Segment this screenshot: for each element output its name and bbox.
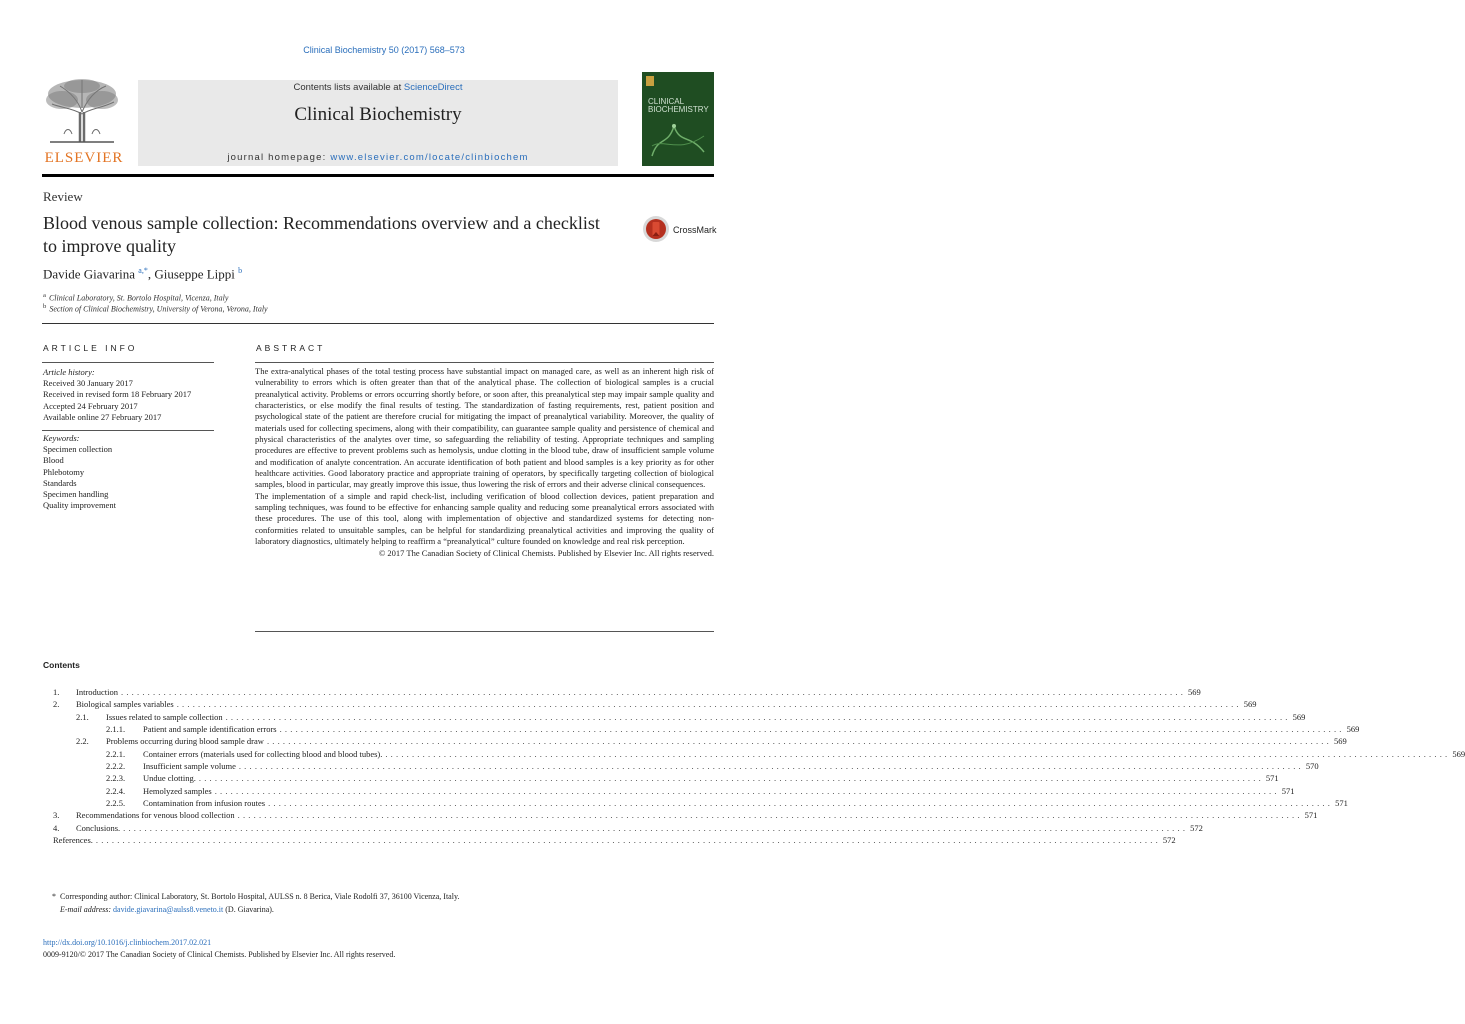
toc-title[interactable]: Hemolyzed samples <box>143 785 215 797</box>
corresponding-author-note <box>52 891 712 904</box>
toc-row[interactable] <box>43 735 1347 747</box>
toc-page: 569 <box>1188 687 1201 697</box>
sciencedirect-link[interactable]: ScienceDirect <box>403 82 463 93</box>
journal-title: Clinical Biochemistry <box>294 104 462 125</box>
issn-copyright: 0009-9120/© 2017 The Canadian Society of Clinical Chemists. Published by Elsevier Inc. All rights reserved. <box>43 950 396 959</box>
keyword: Quality improvement <box>43 500 116 511</box>
toc-row[interactable] <box>43 772 1279 784</box>
keyword: Specimen handling <box>43 489 109 500</box>
toc-row[interactable] <box>43 760 1319 772</box>
footnote <box>52 891 712 916</box>
affiliation-marker: b <box>43 303 47 310</box>
history-item: Available online 27 February 2017 <box>43 411 162 422</box>
toc-leader: ........................................................................................................................................................................................................ <box>95 835 1161 846</box>
toc-page: 569 <box>1292 711 1306 722</box>
corresponding-author-text: Corresponding author: Clinical Laboratory, St. Bortolo Hospital, AULSS n. 8 Berica, Viale Rodolfi 37, 36100 Vicenza, Italy. <box>60 892 460 901</box>
abstract-copyright: © 2017 The Canadian Society of Clinical Chemists. Published by Elsevier Inc. All rights reserved. <box>378 547 714 558</box>
toc-leader: ........................................................................................................................................................................................................ <box>268 798 1334 809</box>
toc-row[interactable] <box>43 723 1360 735</box>
toc-number: 2. <box>53 699 60 710</box>
toc-title[interactable]: Introduction <box>76 686 121 698</box>
keyword: Specimen collection <box>43 444 113 455</box>
toc-number: 2.1. <box>76 711 89 722</box>
email-link[interactable]: davide.giavarina@aulss8.veneto.it <box>113 904 224 914</box>
toc-leader: ........................................................................................................................................................................................................ <box>121 687 1187 697</box>
abstract-rule <box>255 362 714 363</box>
toc-number: 3. <box>53 810 60 821</box>
toc-row[interactable] <box>43 686 1201 698</box>
footnote-marker: * <box>52 892 56 901</box>
toc-number: 2.2.2. <box>106 761 126 772</box>
homepage-link[interactable]: www.elsevier.com/locate/clinbiochem <box>330 152 529 163</box>
journal-reference[interactable]: Clinical Biochemistry 50 (2017) 568–573 <box>303 45 465 55</box>
toc-number: 4. <box>53 822 60 833</box>
toc-title[interactable]: Conclusions. <box>76 822 123 834</box>
author-affiliation-marker-text[interactable]: a, <box>138 266 144 275</box>
toc-page: 572 <box>1190 822 1203 833</box>
toc-page: 571 <box>1281 785 1295 796</box>
history-item: Received 30 January 2017 <box>43 378 133 389</box>
keywords-label: Keywords: <box>43 433 80 443</box>
elsevier-logo[interactable] <box>42 78 126 168</box>
author-name[interactable]: Giuseppe Lippi <box>154 266 235 282</box>
affiliation <box>43 303 268 314</box>
toc-row[interactable] <box>43 822 1203 834</box>
header-rule <box>42 174 714 177</box>
author-separator: , <box>147 266 155 282</box>
toc-page: 569 <box>1346 724 1360 735</box>
toc-title[interactable]: Recommendations for venous blood collection <box>76 809 238 821</box>
toc-title[interactable]: Problems occurring during blood sample draw <box>106 735 267 747</box>
toc-row[interactable] <box>43 797 1348 809</box>
toc-page: 571 <box>1304 810 1318 821</box>
toc-leader: ........................................................................................................................................................................................................ <box>279 724 1345 735</box>
contents-availability <box>138 82 618 93</box>
crossmark-icon <box>642 215 670 243</box>
toc-title[interactable]: Biological samples variables <box>76 698 177 710</box>
article-history <box>43 367 215 423</box>
toc-leader: ........................................................................................................................................................................................................ <box>237 810 1303 821</box>
toc-page: 571 <box>1335 798 1348 809</box>
toc-page: 571 <box>1265 773 1279 784</box>
toc-leader: ........................................................................................................................................................................................................ <box>123 822 1189 833</box>
journal-banner <box>138 80 618 166</box>
doi-link[interactable]: http://dx.doi.org/10.1016/j.clinbiochem.2017.02.021 <box>43 938 212 947</box>
toc-row[interactable] <box>43 834 1176 846</box>
abstract-paragraph: The implementation of a simple and rapid check-list, including verification of blood collection devices, patient preparation and sampling techniques, was found to be effective for enhancing sample quality and reducing some preanalytical errors associated with these procedures. The use of this tool, along with implementation of objective and standardized systems for detecting non-conformities related to unsuitable samples, can be helpful for standardizing preanalytical activities and improving the quality of laboratory diagnostics, ultimately helping to reaffirm a “preanalytical” culture founded on knowledge and real risk perception. <box>255 490 714 547</box>
affiliation-text: Section of Clinical Biochemistry, University of Verona, Verona, Italy <box>49 304 268 314</box>
toc-row[interactable] <box>43 698 1257 710</box>
email-note <box>52 904 712 917</box>
toc-title[interactable]: Insufficient sample volume <box>143 760 239 772</box>
author-affiliation-marker[interactable]: b <box>238 266 243 275</box>
article-type: Review <box>43 189 83 204</box>
toc-number: 2.2.5. <box>106 798 126 809</box>
cover-title <box>648 98 710 114</box>
toc-page: 569 <box>1243 699 1257 710</box>
toc-row[interactable] <box>43 711 1306 723</box>
journal-cover-thumbnail[interactable] <box>642 72 714 166</box>
abstract-rule <box>255 631 714 632</box>
publisher-wordmark: ELSEVIER <box>44 150 124 166</box>
cover-art-icon <box>648 116 708 160</box>
corresponding-marker[interactable]: * <box>143 266 148 275</box>
toc-number: 2.2.1. <box>106 748 126 759</box>
crossmark-label: CrossMark <box>673 225 717 235</box>
elsevier-tree-icon <box>42 78 122 144</box>
toc-title[interactable]: Issues related to sample collection <box>106 711 226 723</box>
cover-top-icon <box>642 72 714 98</box>
affiliation <box>43 292 228 303</box>
toc-row[interactable] <box>43 785 1295 797</box>
history-item: Received in revised form 18 February 2017 <box>43 389 192 400</box>
toc-leader: ........................................................................................................................................................................................................ <box>198 773 1264 784</box>
contents-prefix: Contents lists available at <box>293 82 404 93</box>
toc-leader: ........................................................................................................................................................................................................ <box>238 761 1304 772</box>
journal-header <box>42 72 714 166</box>
article-info-heading: ARTICLE INFO <box>43 343 138 353</box>
toc-leader: ........................................................................................................................................................................................................ <box>266 736 1332 747</box>
article-title: Blood venous sample collection: Recommendations overview and a checklist to improve quality <box>43 213 600 256</box>
toc-title[interactable]: Container errors (materials used for collecting blood and blood tubes). <box>143 748 385 760</box>
cover-title-line1: CLINICAL <box>648 97 685 106</box>
toc-page: 572 <box>1162 835 1176 846</box>
keywords <box>43 433 215 511</box>
toc-row[interactable] <box>43 809 1318 821</box>
author-list <box>43 266 242 282</box>
article-info-rule <box>42 430 214 431</box>
toc-title[interactable]: Contamination from infusion routes <box>143 797 268 809</box>
history-label: Article history: <box>43 367 95 377</box>
toc-number: 2.2.3. <box>106 773 126 784</box>
crossmark-badge[interactable] <box>642 215 722 247</box>
toc-page: 570 <box>1305 761 1319 772</box>
author-affiliation-marker[interactable] <box>138 266 148 275</box>
toc-number: 2.2. <box>76 736 89 747</box>
abstract-paragraph: The extra-analytical phases of the total testing process have substantial impact on managed care, as well as an inherent high risk of vulnerability to errors which is often greater than that of the analytical phase. The collection of biological samples is a crucial preanalytical activity. Problems or errors occurring shortly before, or soon after, this preanalytical step may impair sample quality and characteristics, or else modify the final results of testing. The standardization of fasting requirements, rest, patient position and psychological state of the patient are therefore crucial for mitigating the impact of preanalytical variability. Moreover, the quality of materials used for collecting specimens, along with their compatibility, can guarantee sample quality and persistence of chemical and physical characteristics of the analytes over time, so safeguarding the reliability of testing. Appropriate techniques and sampling procedures are effective to prevent problems such as hemolysis, undue clotting in the blood tube, draw of insufficient sample volume and modification of analyte concentration. An accurate identification of both patient and blood samples is a key priority as for other healthcare activities. Good laboratory practice and appropriate training of operators, by specifically targeting collection of biological samples, blood in particular, may greatly improve this issue, thus lowering the risk of errors and their adverse clinical consequences. <box>255 366 714 490</box>
abstract-heading: ABSTRACT <box>256 343 326 353</box>
section-rule <box>42 323 714 324</box>
toc-page: 569 <box>1452 748 1465 759</box>
email-label: E-mail address: <box>60 904 112 914</box>
toc-number: 2.1.1. <box>106 724 126 735</box>
table-of-contents <box>43 686 1465 846</box>
homepage-prefix: journal homepage: <box>227 152 331 163</box>
toc-title[interactable]: References. <box>53 834 96 846</box>
toc-title[interactable]: Undue clotting. <box>143 772 199 784</box>
toc-number: 1. <box>53 687 60 697</box>
keyword: Phlebotomy <box>43 466 85 477</box>
author-name[interactable]: Davide Giavarina <box>43 266 136 282</box>
toc-page: 569 <box>1333 736 1347 747</box>
keyword: Blood <box>43 455 64 466</box>
affiliation-text: Clinical Laboratory, St. Bortolo Hospital, Vicenza, Italy <box>48 293 229 303</box>
article-info-rule <box>42 362 214 363</box>
journal-homepage <box>138 152 618 163</box>
contents-heading: Contents <box>43 660 80 670</box>
toc-leader: ........................................................................................................................................................................................................ <box>176 699 1242 710</box>
toc-number: 2.2.4. <box>106 785 126 796</box>
cover-title-line2: BIOCHEMISTRY <box>648 105 709 114</box>
toc-leader: ........................................................................................................................................................................................................ <box>214 785 1280 796</box>
abstract-body <box>255 366 714 559</box>
toc-row[interactable] <box>43 748 1465 760</box>
toc-leader: ........................................................................................................................................................................................................ <box>385 748 1451 759</box>
keyword: Standards <box>43 477 77 488</box>
email-suffix: (D. Giavarina). <box>223 904 274 914</box>
history-item: Accepted 24 February 2017 <box>43 400 138 411</box>
affiliation-marker: a <box>43 292 46 299</box>
toc-title[interactable]: Patient and sample identification errors <box>143 723 280 735</box>
toc-leader: ........................................................................................................................................................................................................ <box>225 711 1291 722</box>
